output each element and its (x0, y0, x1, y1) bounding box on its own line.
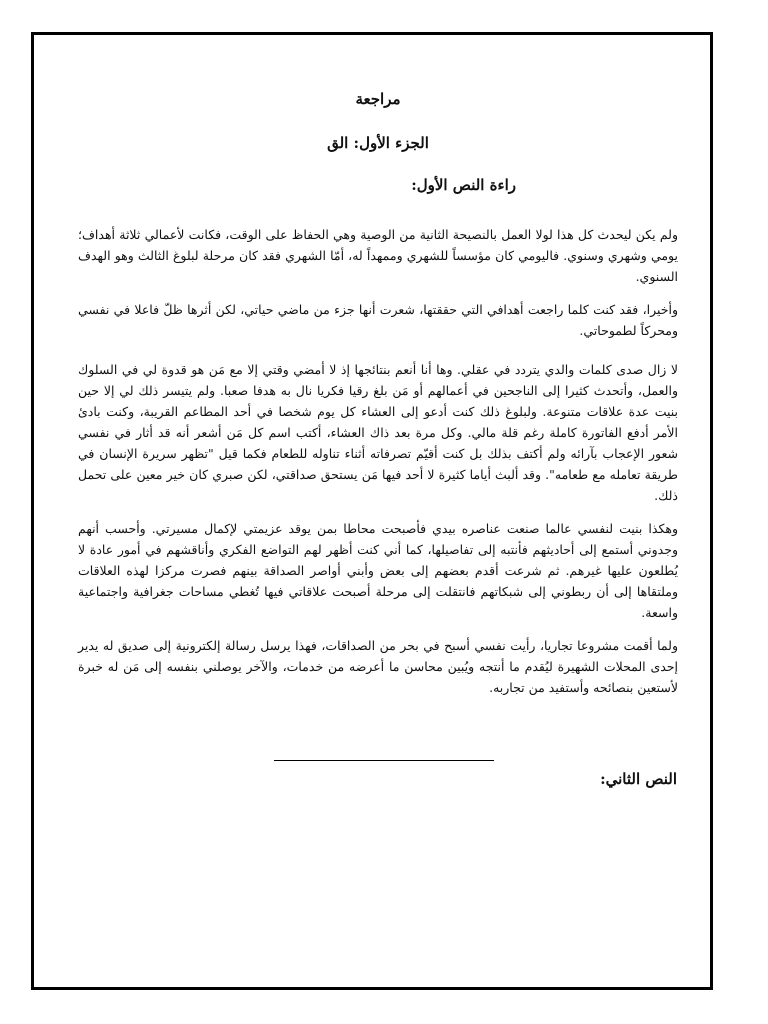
section-divider (274, 760, 494, 761)
part-heading: الجزء الأول: الق (327, 134, 429, 152)
paragraph-4: وهكذا بنيت لنفسي عالما صنعت عناصره بيدي فأصبحت محاطا بمن يوقد عزيمتي لإكمال مسيرتي. وأحسب أنهم وجدوني أستمع إلى أحاديثهم فأنتبه إلى تفاصيلها، كما أني كنت أظهر لهم التواضع الفكري وأناقشهم في أمور عادة لا يُطلعون عليها غيرهم. ثم شرعت أقدم بعضهم إلى بعض وأبني أواصر الصداقة بينهم فصرت مركزا لهذه العلاقات وملتقاها إلى أن ربطوني إلى شبكاتهم فانتقلت إلى مرحلة أصبحت علاقاتي فيها تُغطي مساحات جغرافية واجتماعية واسعة. (78, 521, 678, 620)
document-title: مراجعة (355, 90, 401, 108)
second-text-heading: النص الثاني: (600, 770, 677, 788)
paragraph-5: ولما أقمت مشروعا تجاريا، رأيت نفسي أسبح في بحر من الصداقات، فهذا يرسل رسالة إلكترونية إلى صديق له يدير إحدى المحلات الشهيرة ليُقدم ما أنتجه ويُبين محاسن ما أعرضه من خدمات، والآخر يوصلني بنفسه إلى مَن له خبرة لأستعين بنصائحه وأستفيد من تجاربه. (78, 638, 678, 695)
section-heading: راءة النص الأول: (411, 176, 516, 194)
paragraph-1: ولم يكن ليحدث كل هذا لولا العمل بالنصيحة الثانية من الوصية وهي الحفاظ على الوقت، فكانت لأعمالي ثلاثة أهداف؛ يومي وشهري وسنوي. فاليومي كان مؤسساً للشهري وممهداً له، أمّا الشهري فقد كان مرحلة لبلوغ الثالث وهو الهدف السنوي. (78, 227, 678, 284)
paragraph-2: وأخيرا، فقد كنت كلما راجعت أهدافي التي حققتها، شعرت أنها جزء من ماضي حياتي، لكن أثرها ظلّ فاعلا في نفسي ومحركاً لطموحاتي. (78, 302, 678, 338)
document-body (78, 90, 678, 710)
paragraph-3: لا زال صدى كلمات والدي يتردد في عقلي. وها أنا أنعم بنتائجها إذ لا أمضي وقتي إلا مع مَن هو قدوة لي في السلوك والعمل، وأتحدث كثيرا إلى الناجحين في أعمالهم أو مَن بلغ رقيا فكريا نال به هدفا صعبا. ولم يتيسر ذلك لي إلا حين بنيت عدة علاقات متنوعة. ولبلوغ ذلك كنت أدعو إلى العشاء كل يوم شخصا في أحد المطاعم القريبة، وكنت بادئ الأمر أدفع الفاتورة كاملة رغم قلة مالي. وكل مرة بعد ذاك العشاء، أكتب اسم كل مَن أشعر أنه قد أثار في نفسي شعور الإعجاب بآرائه ولم أكتف بذلك بل كنت أقيّم تصرفاته أثناء تناوله للطعام فكما قيل "تظهر سريرة الإنسان في طريقة تعامله مع طعامه". وقد ألبث أياما كثيرة لا أحد فيها مَن يستحق صداقتي، لكن صبري كان خير معين على تحمل ذلك. (78, 362, 678, 503)
